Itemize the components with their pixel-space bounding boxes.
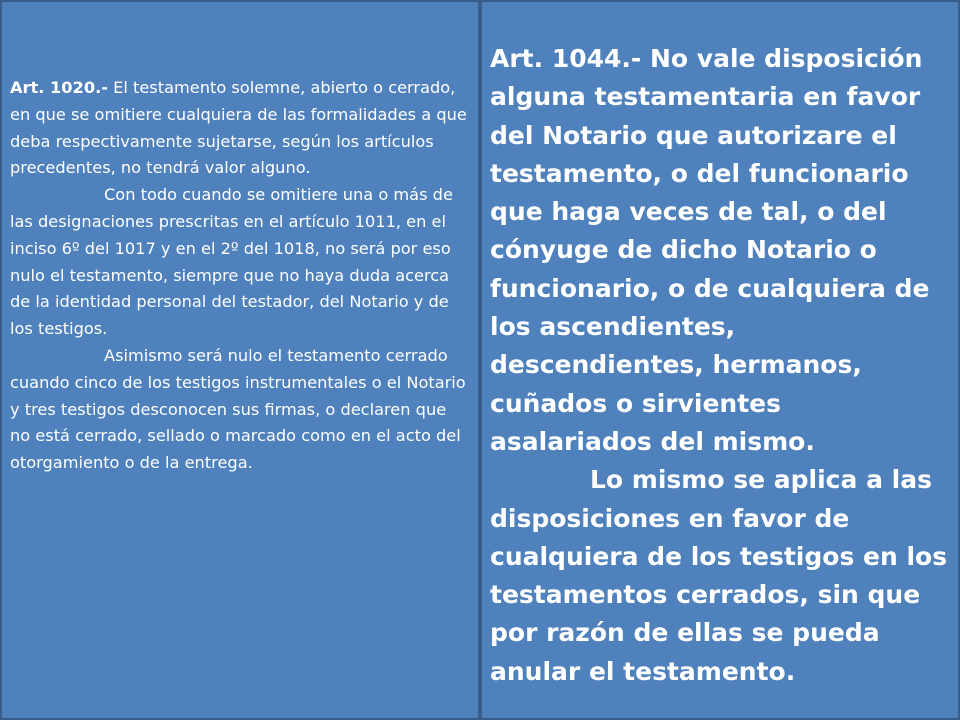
- art-1020-paragraph-3: Asimismo será nulo el testamento cerrado cuando cinco de los testigos instrumentales o el Notario y tres testigos desconocen sus firmas, o declaren que no está cerrado, sellado o marcado como en el acto del otorgamiento o de la entrega.: [10, 345, 466, 473]
- art-1020-paragraph-1-text: El testamento solemne, abierto o cerrado, en que se omitiere cualquiera de las formalidades a que deba respectivamente sujetarse, según los artículos precedentes, no tendrá valor alguno.: [10, 78, 467, 178]
- art-1020-paragraph-1: [10, 75, 470, 182]
- art-1020-number: Art. 1020.-: [10, 78, 108, 97]
- left-text-body: [10, 75, 470, 477]
- right-text-body: [490, 40, 948, 691]
- art-1020-paragraph-2: Con todo cuando se omitiere una o más de las designaciones prescritas en el artículo 1011, en el inciso 6º del 1017 y en el 2º del 1018, no será por eso nulo el testamento, siempre que no haya duda acerca de la identidad personal del testador, del Notario y de los testigos.: [10, 185, 453, 339]
- art-1044-paragraph-1: Art. 1044.- No vale disposición alguna testamentaria en favor del Notario que autorizare el testamento, o del funcionario que haga veces de tal, o del cónyuge de dicho Notario o funcionario, o de cualquiera de los ascendientes, descendientes, hermanos, cuñados o sirvientes asalariados del mismo.: [490, 44, 930, 456]
- art-1044-paragraph-2: Lo mismo se aplica a las disposiciones en favor de cualquiera de los testigos en los testamentos cerrados, sin que por razón de ellas se pueda anular el testamento.: [490, 465, 948, 686]
- right-text-panel: [480, 0, 960, 720]
